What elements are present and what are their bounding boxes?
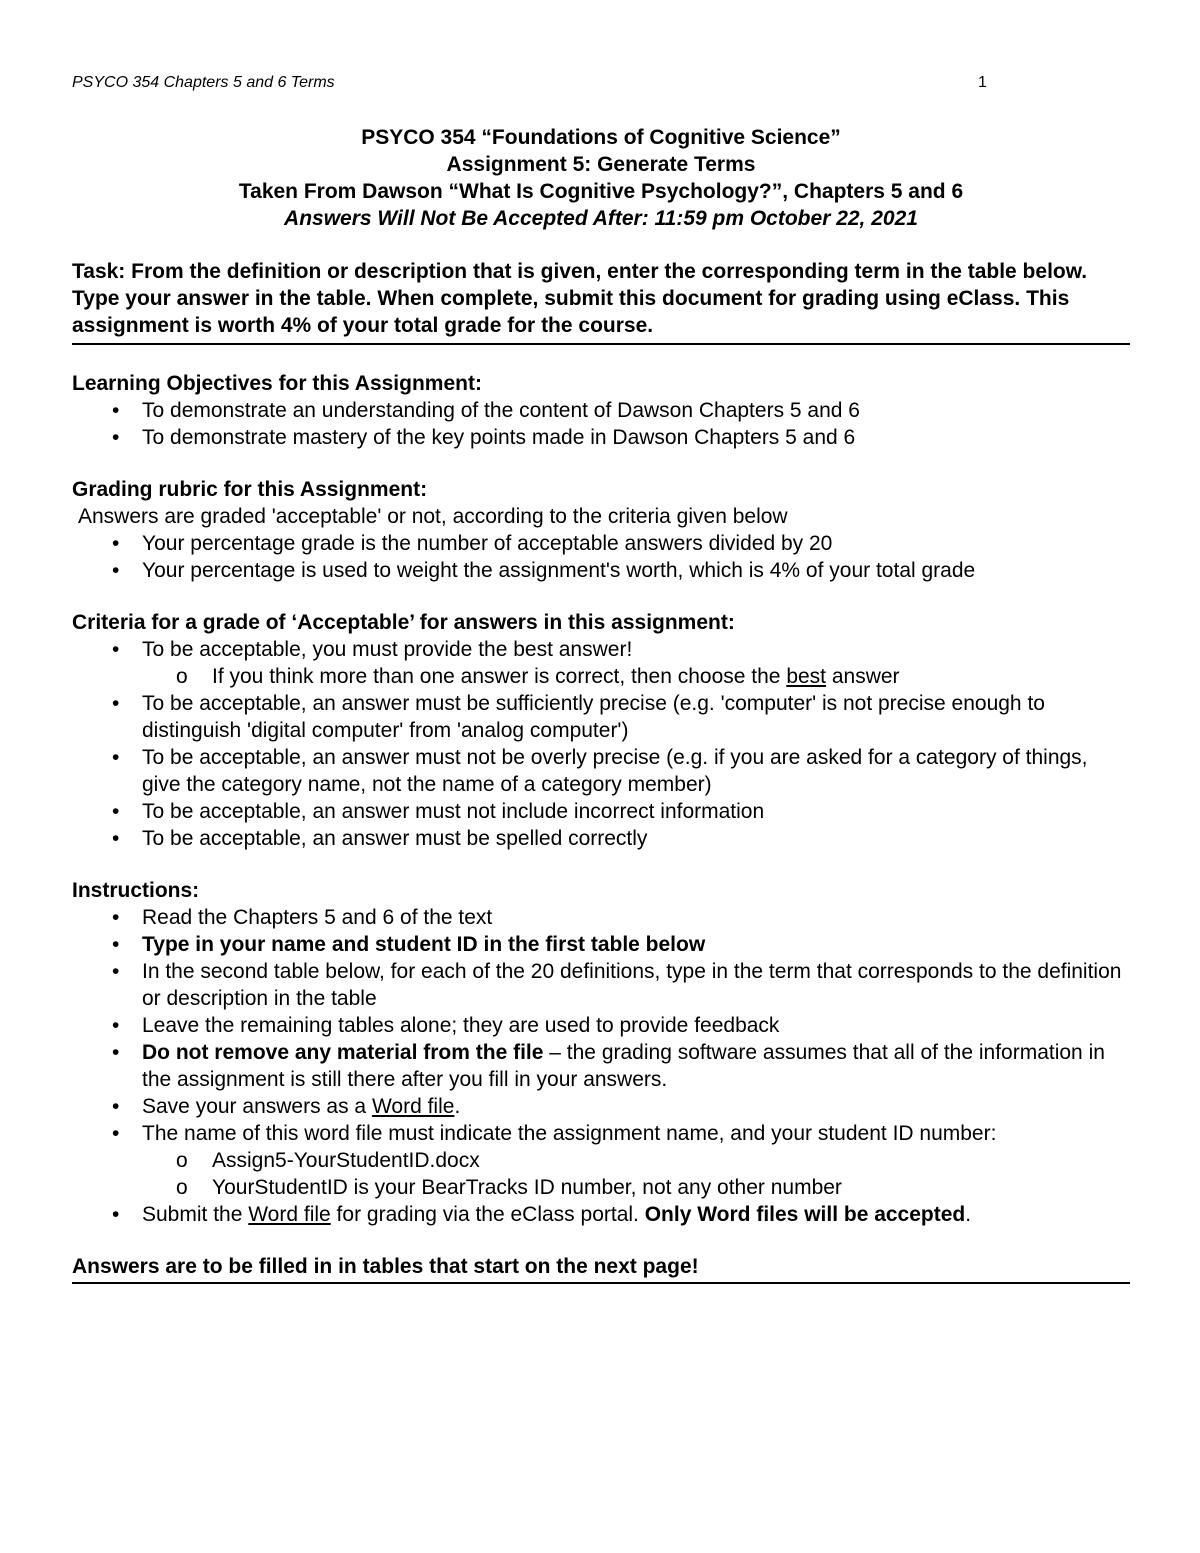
bullet-icon: • <box>112 638 120 661</box>
bullet-icon: • <box>112 426 120 449</box>
list-item: • Submit the Word file for grading via the eClass portal. Only Word files will be accepted. <box>112 1203 972 1226</box>
list-item: • To be acceptable, an answer must be spelled correctly <box>112 827 648 850</box>
page-number: 1 <box>978 74 987 91</box>
bullet-icon: • <box>112 532 120 555</box>
bullet-icon: • <box>112 1095 120 1118</box>
list-item: • To be acceptable, you must provide the best answer! o If you think more than one answer is correct, then choose the best answer <box>72 636 1130 690</box>
list-item: • To be acceptable, an answer must be sufficiently precise (e.g. 'computer' is not precise enough to distinguish 'digital computer' from 'analog computer') <box>112 692 1045 742</box>
bullet-list <box>72 397 1130 451</box>
sub-bullet-icon: o <box>176 1176 188 1199</box>
task-statement: Task: From the definition or description that is given, enter the corresponding term in the table below. Type your answer in the table. When complete, submit this document for grading using eClass. This assignment is worth 4% of your total grade for the course. <box>72 258 1130 345</box>
list-item: • In the second table below, for each of the 20 definitions, type in the term that corresponds to the definition or description in the table <box>112 960 1122 1010</box>
bullet-list <box>72 636 1130 852</box>
list-item: • Type in your name and student ID in the first table below <box>112 933 706 956</box>
instructions-section <box>72 877 1130 1228</box>
learning-objectives-section <box>72 370 1130 451</box>
source-title: Taken From Dawson “What Is Cognitive Psychology?”, Chapters 5 and 6 <box>238 180 964 203</box>
sub-list <box>142 663 1130 690</box>
sub-list-item: o YourStudentID is your BearTracks ID number, not any other number <box>176 1176 842 1199</box>
bullet-icon: • <box>112 559 120 582</box>
bullet-icon: • <box>112 906 120 929</box>
bullet-icon: • <box>112 1122 120 1145</box>
running-header: PSYCO 354 Chapters 5 and 6 Terms <box>72 74 335 91</box>
grading-rubric-section <box>72 476 1130 584</box>
list-item: • Read the Chapters 5 and 6 of the text <box>112 906 493 929</box>
list-item: • To be acceptable, an answer must not include incorrect information <box>112 800 765 823</box>
list-item: • To demonstrate mastery of the key points made in Dawson Chapters 5 and 6 <box>112 426 856 449</box>
course-title: PSYCO 354 “Foundations of Cognitive Science” <box>361 126 841 149</box>
document-body <box>72 258 1130 1284</box>
criteria-section <box>72 609 1130 852</box>
bullet-icon: • <box>112 933 120 956</box>
bullet-icon: • <box>112 960 120 983</box>
section-heading: Grading rubric for this Assignment: <box>72 478 428 501</box>
bullet-icon: • <box>112 1041 120 1064</box>
sub-list <box>142 1147 1130 1201</box>
bullet-icon: • <box>112 399 120 422</box>
bullet-icon: • <box>112 827 120 850</box>
list-item: • Your percentage grade is the number of acceptable answers divided by 20 <box>112 532 833 555</box>
section-heading: Learning Objectives for this Assignment: <box>72 372 482 395</box>
rubric-intro: Answers are graded 'acceptable' or not, according to the criteria given below <box>78 505 788 528</box>
list-item: • The name of this word file must indicate the assignment name, and your student ID number: o Assign5-YourStudentID.docx o YourStudentID is your BearTracks ID number, not any other number <box>72 1120 1130 1201</box>
list-item: • Your percentage is used to weight the assignment's worth, which is 4% of your total grade <box>112 559 976 582</box>
sub-bullet-icon: o <box>176 665 188 688</box>
bullet-list <box>72 904 1130 1228</box>
next-page-note: Answers are to be filled in in tables that start on the next page! <box>72 1253 1130 1284</box>
assignment-title: Assignment 5: Generate Terms <box>446 153 756 176</box>
list-item: • Do not remove any material from the file – the grading software assumes that all of the information in the assignment is still there after you fill in your answers. <box>112 1041 1105 1091</box>
bullet-icon: • <box>112 1203 120 1226</box>
section-heading: Instructions: <box>72 879 200 902</box>
bullet-icon: • <box>112 800 120 823</box>
sub-list-item: o Assign5-YourStudentID.docx <box>176 1149 480 1172</box>
sub-bullet-icon: o <box>176 1149 188 1172</box>
list-item: • Save your answers as a Word file. <box>112 1095 461 1118</box>
list-item: • To demonstrate an understanding of the content of Dawson Chapters 5 and 6 <box>112 399 860 422</box>
bullet-icon: • <box>112 692 120 715</box>
deadline: Answers Will Not Be Accepted After: 11:59 pm October 22, 2021 <box>284 207 918 230</box>
bullet-list <box>72 530 1130 584</box>
bullet-icon: • <box>112 1014 120 1037</box>
sub-list-item: o If you think more than one answer is correct, then choose the best answer <box>176 665 900 688</box>
section-heading: Criteria for a grade of ‘Acceptable’ for answers in this assignment: <box>72 611 735 634</box>
bullet-icon: • <box>112 746 120 769</box>
title-block <box>72 124 1130 232</box>
list-item: • Leave the remaining tables alone; they are used to provide feedback <box>112 1014 780 1037</box>
list-item: • To be acceptable, an answer must not be overly precise (e.g. if you are asked for a category of things, give the category name, not the name of a category member) <box>112 746 1088 796</box>
